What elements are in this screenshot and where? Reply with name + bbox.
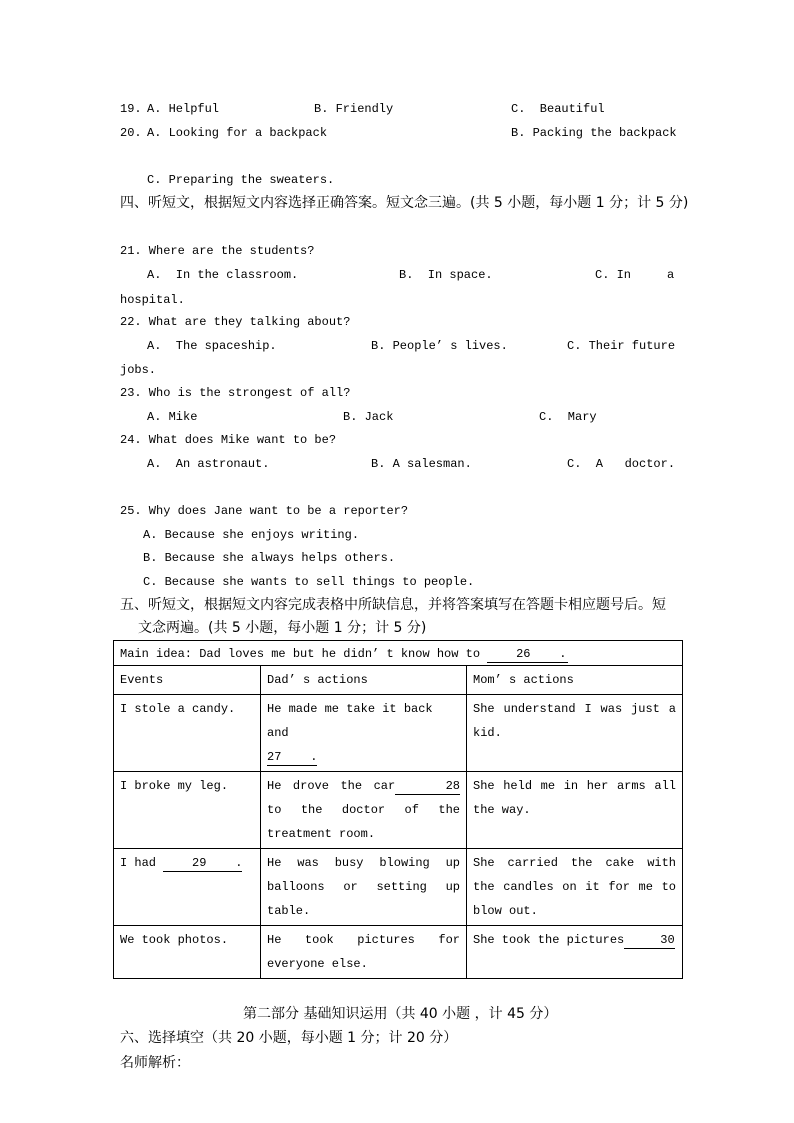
dad-action-text: He made me take it back and — [267, 702, 433, 740]
table-row — [114, 926, 683, 979]
section5-heading-cont: 文念两遍。(共 5 小题，每小题 1 分；计 5 分) — [138, 620, 427, 636]
q21-option-c-cont: a — [667, 268, 675, 282]
q21-option-c-wrap: hospital. — [120, 293, 185, 307]
q19-option-b: B. Friendly — [314, 102, 394, 116]
q22-option-c: C. Their future — [567, 339, 676, 353]
q24-option-c: C. A doctor. — [567, 457, 676, 471]
blank-29: 29 . — [163, 856, 243, 870]
q25-option-b: B. Because she always helps others. — [143, 551, 396, 565]
blank-27: 27 . — [267, 750, 318, 764]
info-table — [113, 640, 683, 979]
header-dad-actions: Dad’ s actions — [261, 666, 467, 695]
q19-option-a: A. Helpful — [147, 102, 220, 116]
table-header-row — [114, 666, 683, 695]
table-row — [114, 772, 683, 849]
table-and-part2 — [113, 640, 682, 1072]
q22-option-a: A. The spaceship. — [147, 339, 277, 353]
q19-option-c: C. Beautiful — [511, 102, 605, 116]
dad-action-text-cont: to the doctor of the treatment room. — [267, 803, 460, 841]
q21-question: 21. Where are the students? — [120, 244, 315, 258]
q24-question: 24. What does Mike want to be? — [120, 433, 337, 447]
analysis-label: 名师解析： — [120, 1055, 190, 1071]
q25-question: 25. Why does Jane want to be a reporter? — [120, 504, 409, 518]
mom-action-cell: She understand I was just a kid. — [467, 695, 683, 772]
q20-option-c: C. Preparing the sweaters. — [147, 173, 335, 187]
part2-heading: 第二部分 基础知识运用（共 40 小题 ，计 45 分） — [243, 1006, 558, 1022]
q20-option-a: A. Looking for a backpack — [147, 126, 328, 140]
mom-action-cell: She carried the cake with the candles on it for me to blow out. — [467, 849, 683, 926]
header-events: Events — [114, 666, 261, 695]
blank-26: 26 . — [487, 647, 567, 661]
q24-option-a: A. An astronaut. — [147, 457, 270, 471]
q20-number: 20. — [120, 126, 142, 140]
blank-30: 30 — [624, 933, 675, 947]
event-text: I had — [120, 856, 164, 870]
dad-action-cell — [261, 772, 467, 849]
table-row — [114, 695, 683, 772]
dad-action-cell: He took pictures for everyone else. — [261, 926, 467, 979]
dad-action-cell — [261, 695, 467, 772]
q19-number: 19. — [120, 102, 142, 116]
event-cell — [114, 849, 261, 926]
q21-option-c: C. In — [595, 268, 632, 282]
section6-heading: 六、选择填空（共 20 小题，每小题 1 分；计 20 分） — [120, 1030, 458, 1046]
section4-heading: 四、听短文，根据短文内容选择正确答案。短文念三遍。(共 5 小题，每小题 1 分；计 5 分) — [120, 195, 689, 211]
main-idea-row — [114, 641, 683, 666]
event-cell: I stole a candy. — [114, 695, 261, 772]
q22-option-b: B. People’ s lives. — [371, 339, 508, 353]
q23-option-b: B. Jack — [343, 410, 394, 424]
section5-heading: 五、听短文，根据短文内容完成表格中所缺信息，并将答案填写在答题卡相应题号后。短 — [120, 597, 666, 613]
header-mom-actions: Mom’ s actions — [467, 666, 683, 695]
q23-option-a: A. Mike — [147, 410, 198, 424]
q22-question: 22. What are they talking about? — [120, 315, 351, 329]
event-cell: We took photos. — [114, 926, 261, 979]
q24-option-b: B. A salesman. — [371, 457, 472, 471]
q20-option-b: B. Packing the backpack — [511, 126, 677, 140]
table-row — [114, 849, 683, 926]
blank-28: 28 — [395, 779, 460, 793]
dad-action-text: He drove the car — [267, 779, 396, 793]
main-idea-text: Main idea: Dad loves me but he didn’ t know how to — [120, 647, 488, 661]
mom-action-cell: She held me in her arms all the way. — [467, 772, 683, 849]
main-idea-cell — [114, 641, 683, 666]
q23-question: 23. Who is the strongest of all? — [120, 386, 351, 400]
q21-option-a: A. In the classroom. — [147, 268, 299, 282]
mom-action-cell — [467, 926, 683, 979]
q21-option-b: B. In space. — [399, 268, 493, 282]
dad-action-cell: He was busy blowing up balloons or setting up table. — [261, 849, 467, 926]
q22-option-c-wrap: jobs. — [120, 363, 157, 377]
q23-option-c: C. Mary — [539, 410, 597, 424]
q25-option-a: A. Because she enjoys writing. — [143, 528, 360, 542]
mom-action-text: She took the pictures — [473, 933, 625, 947]
q25-option-c: C. Because she wants to sell things to people. — [143, 575, 475, 589]
event-cell: I broke my leg. — [114, 772, 261, 849]
